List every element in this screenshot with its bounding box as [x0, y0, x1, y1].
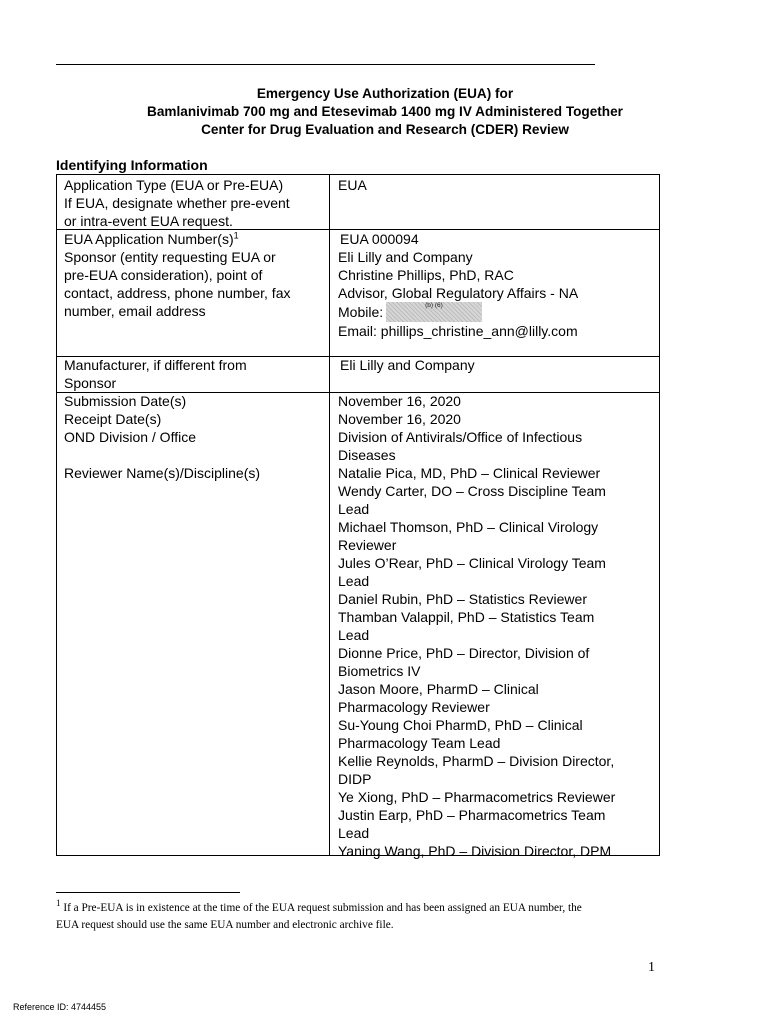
reviewer-line: Justin Earp, PhD – Pharmacometrics Team: [338, 807, 606, 823]
manufacturer-value: Eli Lilly and Company: [340, 357, 475, 373]
sponsor-value: [338, 248, 654, 340]
title-line-2: Bamlanivimab 700 mg and Etesevimab 1400 mg IV Administered Together: [147, 104, 623, 119]
footnote-marker: 1: [56, 898, 61, 909]
reviewer-line: Biometrics IV: [338, 663, 421, 679]
sponsor-email: Email: phillips_christine_ann@lilly.com: [338, 323, 578, 339]
app-type-value: EUA: [338, 177, 367, 193]
eua-number-label: EUA Application $Number(s)^1$: [64, 230, 239, 247]
reviewer-line: DIDP: [338, 771, 372, 787]
eua-number-value: EUA 000094: [340, 231, 419, 247]
title-line-1: Emergency Use Authorization (EUA) for: [256, 86, 514, 101]
reviewer-line: Daniel Rubin, PhD – Statistics Reviewer: [338, 591, 587, 607]
receipt-date-value: November 16, 2020: [338, 411, 461, 427]
reviewer-line: Reviewer: [338, 537, 397, 553]
reviewers-value: [338, 464, 654, 860]
sponsor-label: Sponsor (entity requesting EUA or pre-EUA consideration), point of contact, address, phone number, fax number, email address: [64, 249, 291, 319]
reviewer-line: Yaning Wang, PhD – Division Director, DPM: [338, 843, 612, 859]
reviewer-line: Lead: [338, 627, 370, 643]
reviewer-line: Ye Xiong, PhD – Pharmacometrics Reviewer: [338, 789, 616, 805]
reviewers-label: Reviewer Name(s)/Discipline(s): [64, 465, 261, 481]
footnote: $^1$ If a Pre-EUA is in existence at the time of the EUA request submission and has been assigned an EUA number, the EUA request should use the same EUA number and electronic archive file.: [56, 898, 582, 931]
manufacturer-label: Manufacturer, if different from Sponsor: [64, 357, 247, 391]
redaction-box: (b) (6): [386, 302, 482, 322]
reviewer-line: Natalie Pica, MD, PhD – Clinical Reviewer: [338, 465, 601, 481]
column-divider: [329, 175, 330, 855]
reviewer-line: Lead: [338, 825, 370, 841]
page-number: 1: [648, 960, 655, 975]
app-type-label: Application Type (EUA or Pre-EUA) If EUA, designate whether pre-event or intra-event EUA request.: [64, 177, 290, 229]
reviewer-line: Pharmacology Team Lead: [338, 735, 501, 751]
submission-date-label: Submission Date(s): [64, 393, 187, 409]
identifying-information-table: [56, 174, 660, 859]
reviewer-line: Dionne Price, PhD – Director, Division of: [338, 645, 590, 661]
reviewer-line: Jules O’Rear, PhD – Clinical Virology Team: [338, 555, 606, 571]
sponsor-title: Advisor, Global Regulatory Affairs - NA: [338, 285, 579, 301]
reviewer-line: Su-Young Choi PharmD, PhD – Clinical: [338, 717, 583, 733]
reference-id: Reference ID: 4744455: [13, 1002, 107, 1012]
reviewer-line: Wendy Carter, DO – Cross Discipline Team: [338, 483, 606, 499]
sponsor-mobile: Mobile: (b) (6): [338, 302, 654, 322]
section-title: Identifying Information: [56, 157, 208, 173]
sponsor-company: Eli Lilly and Company: [338, 249, 473, 265]
division-label: OND Division / Office: [64, 429, 196, 445]
reviewer-line: Michael Thomson, PhD – Clinical Virology: [338, 519, 599, 535]
reviewer-line: Thamban Valappil, PhD – Statistics Team: [338, 609, 595, 625]
division-value: Division of Antivirals/Office of Infectious Diseases: [338, 429, 583, 463]
reviewer-line: Lead: [338, 501, 370, 517]
footnote-rule: [56, 892, 240, 893]
top-rule: [56, 64, 595, 65]
reviewer-line: Jason Moore, PharmD – Clinical: [338, 681, 539, 697]
reviewer-line: Kellie Reynolds, PharmD – Division Director,: [338, 753, 615, 769]
receipt-date-label: Receipt Date(s): [64, 411, 162, 427]
submission-date-value: November 16, 2020: [338, 393, 461, 409]
sponsor-contact: Christine Phillips, PhD, RAC: [338, 267, 514, 283]
reviewer-line: Pharmacology Reviewer: [338, 699, 490, 715]
reviewer-line: Lead: [338, 573, 370, 589]
title-line-3: Center for Drug Evaluation and Research (CDER) Review: [201, 122, 569, 137]
